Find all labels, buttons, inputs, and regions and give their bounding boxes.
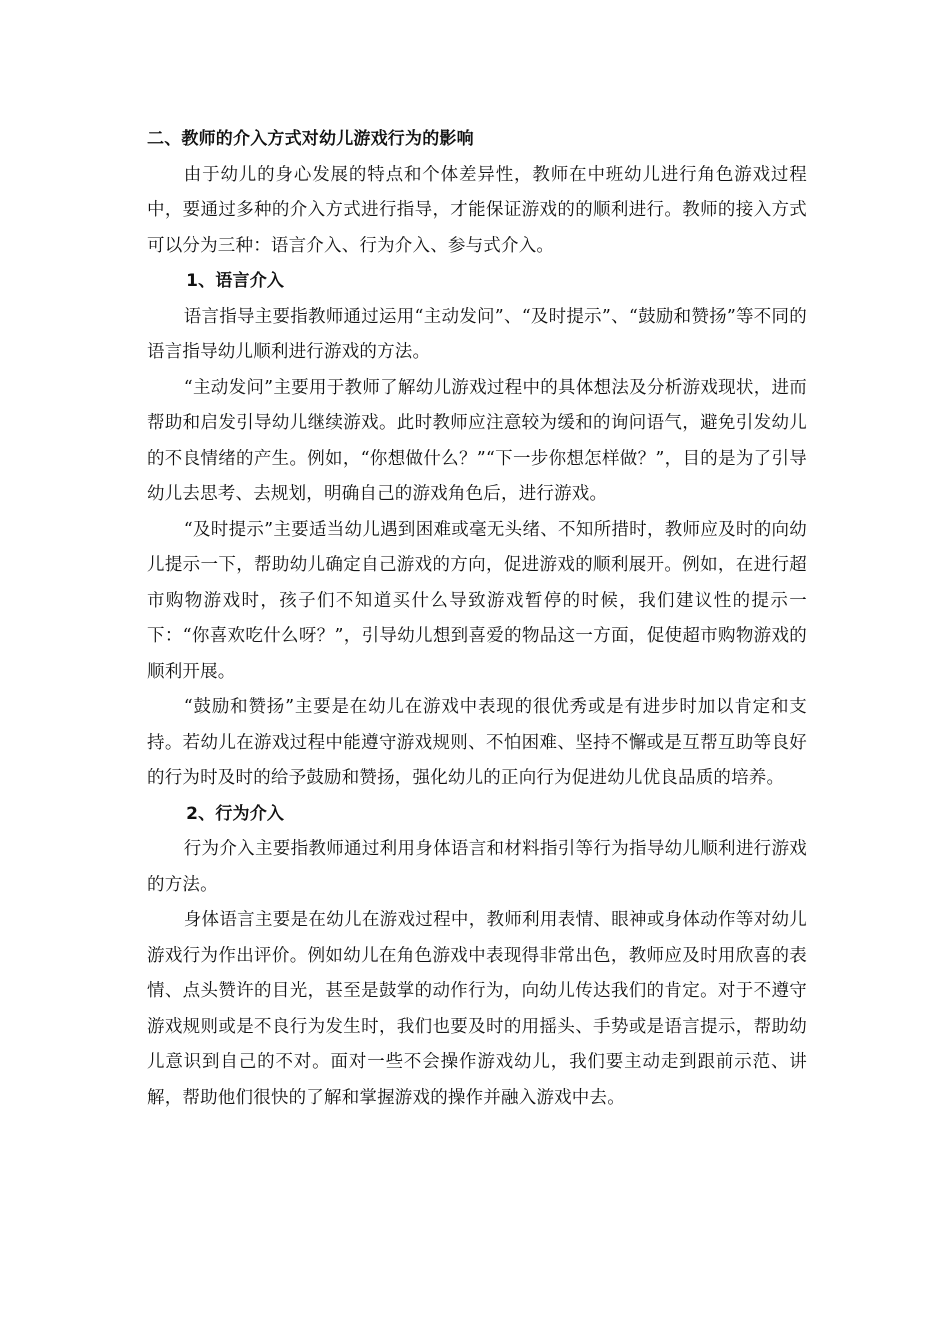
paragraph-timely-prompt: “及时提示”主要适当幼儿遇到困难或毫无头绪、不知所措时，教师应及时的向幼儿提示一下，帮助幼儿确定自己游戏的方向，促进游戏的顺利展开。例如，在进行超市购物游戏时，孩子们不知道买什么导致游戏暂停的时候，我们建议性的提示一下：“你喜欢吃什么呀？”，引导幼儿想到喜爱的物品这一方面，促使超市购物游戏的顺利开展。 bbox=[147, 519, 807, 682]
intro-paragraph: 由于幼儿的身心发展的特点和个体差异性，教师在中班幼儿进行角色游戏过程中，要通过多种的介入方式进行指导，才能保证游戏的的顺利进行。教师的接入方式可以分为三种：语言介入、行为介入、参与式介入。 bbox=[147, 164, 807, 256]
document-body bbox=[147, 122, 807, 1116]
paragraph-language-overview: 语言指导主要指教师通过运用“主动发问”、“及时提示”、“鼓励和赞扬”等不同的语言指导幼儿顺利进行游戏的方法。 bbox=[147, 306, 807, 362]
subsection-title-language: 1、语言介入 bbox=[186, 271, 285, 291]
paragraph-active-questioning: “主动发问”主要用于教师了解幼儿游戏过程中的具体想法及分析游戏现状，进而帮助和启发引导幼儿继续游戏。此时教师应注意较为缓和的询问语气，避免引发幼儿的不良情绪的产生。例如，“你想做什么？”“下一步你想怎样做？”，目的是为了引导幼儿去思考、去规划，明确自己的游戏角色后，进行游戏。 bbox=[147, 377, 807, 504]
paragraph-body-language: 身体语言主要是在幼儿在游戏过程中，教师利用表情、眼神或身体动作等对幼儿游戏行为作出评价。例如幼儿在角色游戏中表现得非常出色，教师应及时用欣喜的表情、点头赞许的目光，甚至是鼓掌的动作行为，向幼儿传达我们的肯定。对于不遵守游戏规则或是不良行为发生时，我们也要及时的用摇头、手势或是语言提示，帮助幼儿意识到自己的不对。面对一些不会操作游戏幼儿，我们要主动走到跟前示范、讲解，帮助他们很快的了解和掌握游戏的操作并融入游戏中去。 bbox=[147, 910, 807, 1108]
section-heading: 二、教师的介入方式对幼儿游戏行为的影响 bbox=[147, 129, 474, 149]
subsection-title-behavior: 2、行为介入 bbox=[186, 803, 285, 824]
paragraph-behavior-overview: 行为介入主要指教师通过利用身体语言和材料指引等行为指导幼儿顺利进行游戏的方法。 bbox=[147, 839, 807, 895]
paragraph-encouragement: “鼓励和赞扬”主要是在幼儿在游戏中表现的很优秀或是有进步时加以肯定和支持。若幼儿在游戏过程中能遵守游戏规则、不怕困难、坚持不懈或是互帮互助等良好的行为时及时的给予鼓励和赞扬，强化幼儿的正向行为促进幼儿优良品质的培养。 bbox=[147, 697, 807, 788]
